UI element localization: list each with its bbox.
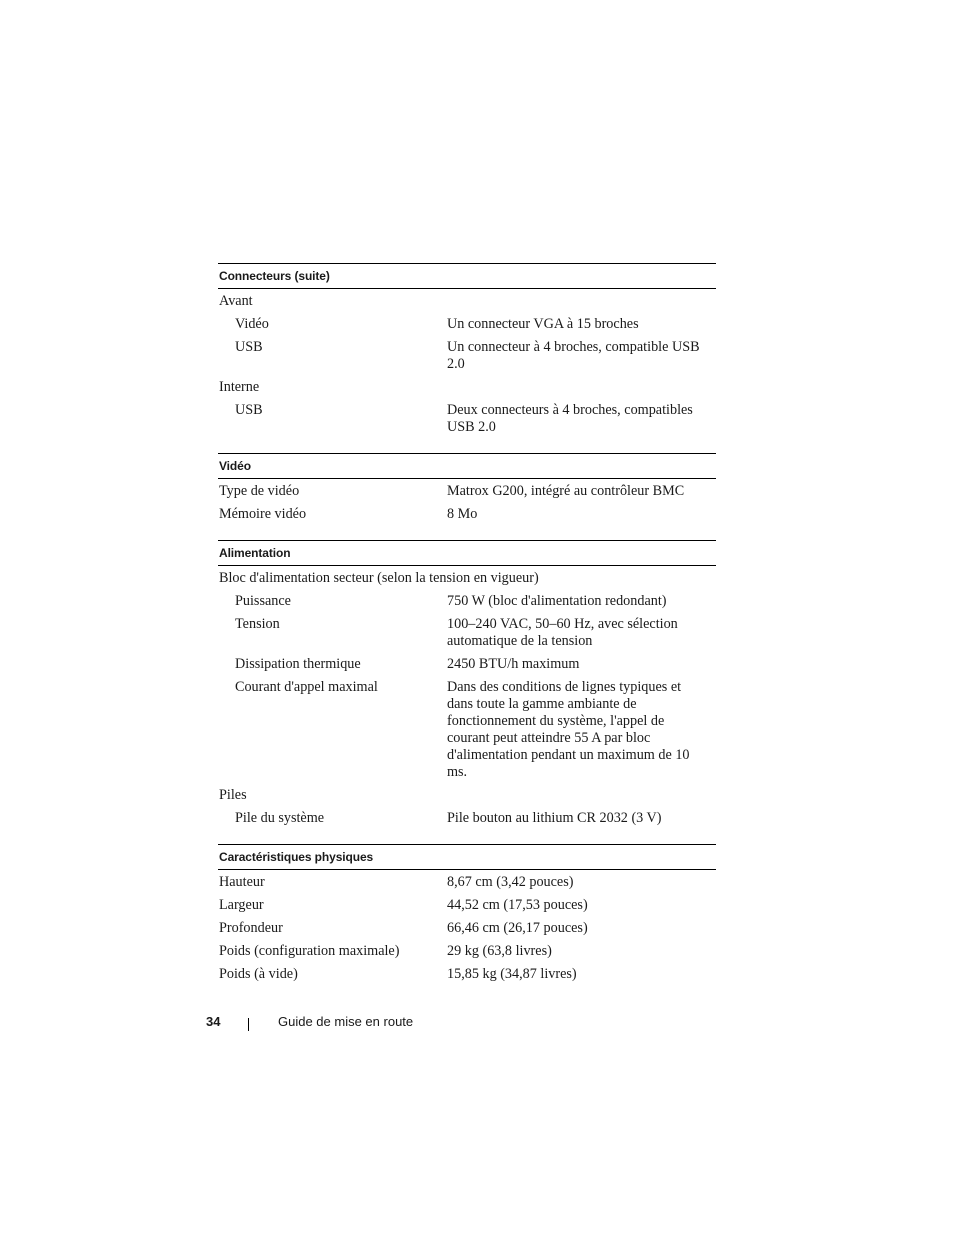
section-heading: Vidéo <box>218 453 716 479</box>
spec-label: Bloc d'alimentation secteur (selon la tension en vigueur) <box>219 570 539 586</box>
spec-row <box>218 894 716 917</box>
spec-row <box>218 480 716 503</box>
spec-value: Pile bouton au lithium CR 2032 (3 V) <box>447 810 662 826</box>
spec-label: Avant <box>219 293 253 309</box>
spec-value: Deux connecteurs à 4 broches, compatibles USB 2.0 <box>447 402 693 435</box>
spec-value: 66,46 cm (26,17 pouces) <box>447 920 588 936</box>
spec-value: 100–240 VAC, 50–60 Hz, avec sélection automatique de la tension <box>447 616 678 649</box>
section-heading: Connecteurs (suite) <box>218 263 716 289</box>
spec-row <box>218 613 716 653</box>
spec-row <box>218 871 716 894</box>
spec-value: Matrox G200, intégré au contrôleur BMC <box>447 483 685 499</box>
spec-row <box>218 336 716 376</box>
spec-label: USB <box>235 339 263 355</box>
spec-label: Hauteur <box>219 874 265 890</box>
spec-label: Type de vidéo <box>219 483 300 499</box>
spec-row <box>218 653 716 676</box>
section-body <box>218 870 716 986</box>
spec-label: Poids (à vide) <box>219 966 298 982</box>
spec-value: Dans des conditions de lignes typiques et dans toute la gamme ambiante de fonctionnement du système, l'appel de courant peut atteindre 55 A par bloc d'alimentation pendant un maximum de 10 ms. <box>447 679 690 780</box>
footer-separator <box>248 1018 249 1031</box>
spec-label: Largeur <box>219 897 264 913</box>
spec-row <box>218 807 716 830</box>
spec-value: Un connecteur à 4 broches, compatible USB 2.0 <box>447 339 700 372</box>
spec-label: Puissance <box>235 593 291 609</box>
spec-value: 8,67 cm (3,42 pouces) <box>447 874 574 890</box>
section-spacer <box>218 526 716 540</box>
spec-row <box>218 676 716 784</box>
section-body <box>218 289 716 439</box>
spec-label: Tension <box>235 616 280 632</box>
spec-label: USB <box>235 402 263 418</box>
spec-value: 15,85 kg (34,87 livres) <box>447 966 577 982</box>
spec-row <box>218 376 716 399</box>
section-body <box>218 566 716 830</box>
spec-label: Vidéo <box>235 316 269 332</box>
spec-value: 44,52 cm (17,53 pouces) <box>447 897 588 913</box>
spec-value: 2450 BTU/h maximum <box>447 656 580 672</box>
spec-value: 8 Mo <box>447 506 478 522</box>
spec-table <box>218 263 716 986</box>
document-title: Guide de mise en route <box>278 1014 414 1029</box>
spec-row <box>218 290 716 313</box>
spec-label: Poids (configuration maximale) <box>219 943 400 959</box>
spec-label: Dissipation thermique <box>235 656 361 672</box>
section-heading: Alimentation <box>218 540 716 566</box>
section-spacer <box>218 439 716 453</box>
spec-row <box>218 399 716 439</box>
spec-label: Profondeur <box>219 920 283 936</box>
spec-row <box>218 963 716 986</box>
spec-row <box>218 567 716 590</box>
page-number: 34 <box>206 1014 221 1029</box>
spec-row <box>218 917 716 940</box>
section-heading: Caractéristiques physiques <box>218 844 716 870</box>
spec-label: Courant d'appel maximal <box>235 679 378 695</box>
spec-label: Mémoire vidéo <box>219 506 307 522</box>
spec-row <box>218 503 716 526</box>
spec-value: Un connecteur VGA à 15 broches <box>447 316 639 332</box>
spec-label: Pile du système <box>235 810 325 826</box>
spec-row <box>218 590 716 613</box>
spec-value: 29 kg (63,8 livres) <box>447 943 552 959</box>
spec-row <box>218 313 716 336</box>
spec-row <box>218 940 716 963</box>
spec-label: Interne <box>219 379 260 395</box>
section-body <box>218 479 716 526</box>
spec-value: 750 W (bloc d'alimentation redondant) <box>447 593 667 609</box>
section-spacer <box>218 830 716 844</box>
spec-label: Piles <box>219 787 247 803</box>
spec-row <box>218 784 716 807</box>
